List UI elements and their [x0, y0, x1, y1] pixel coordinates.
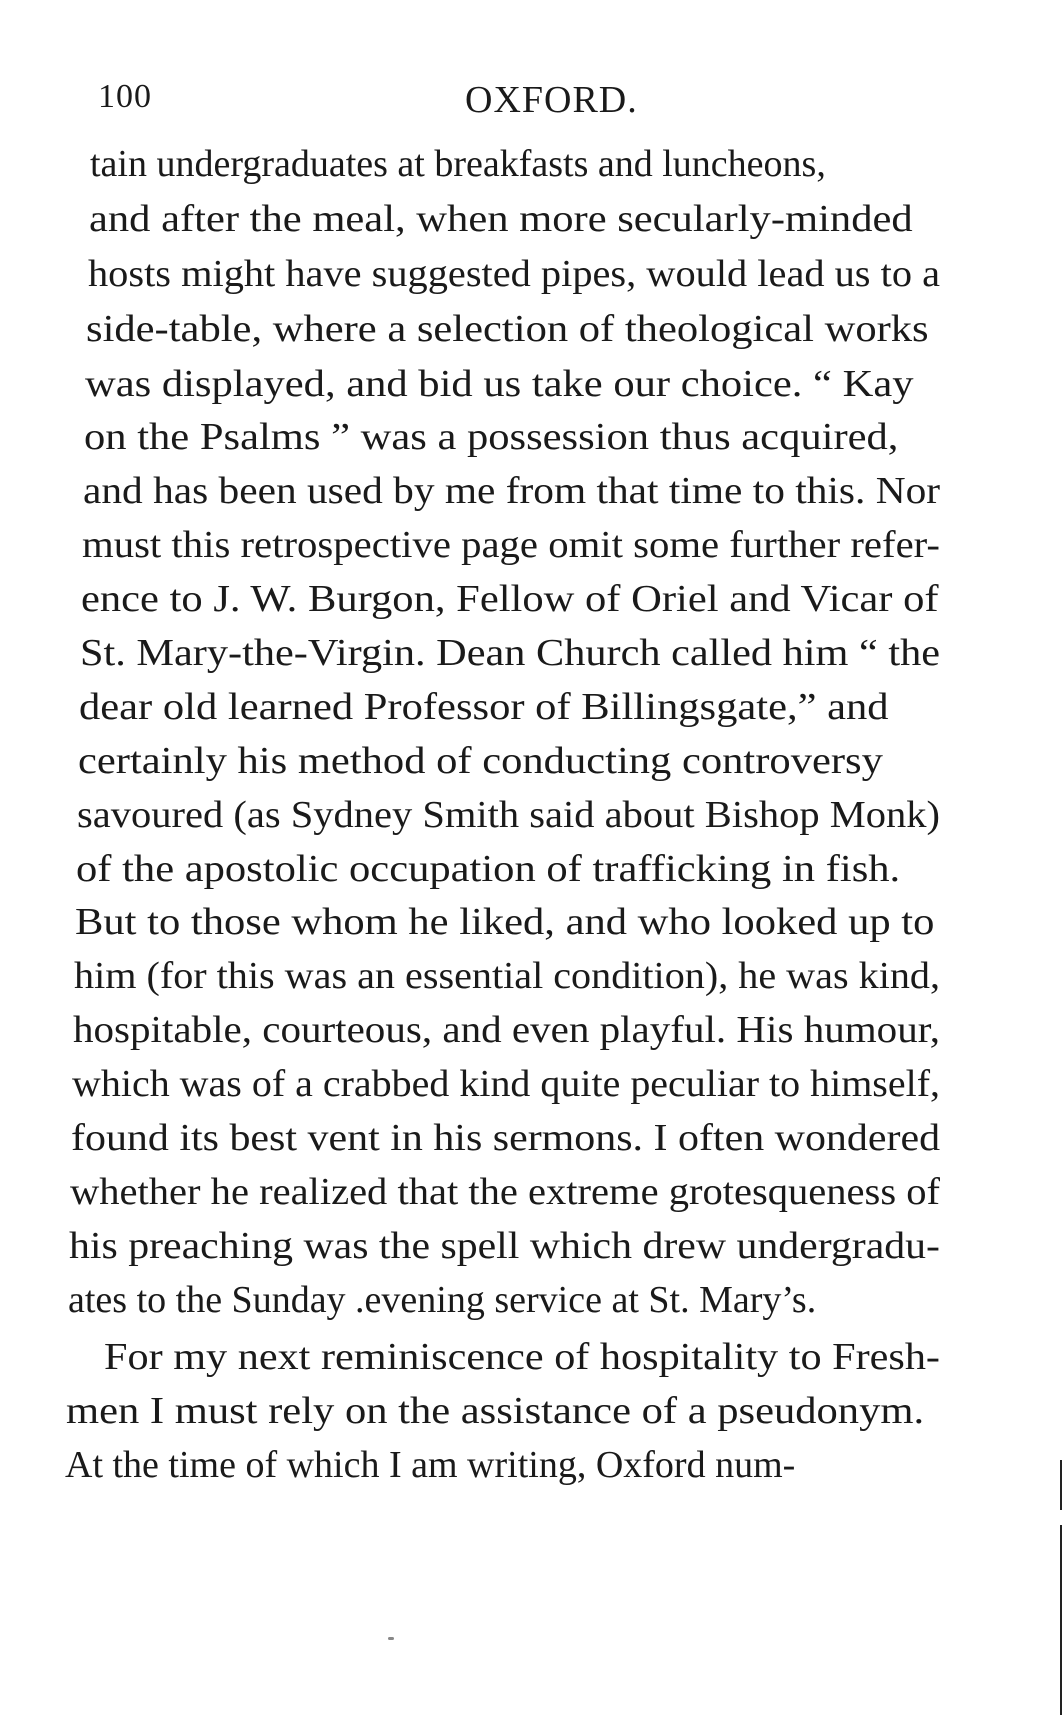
- text-line: savoured (as Sydney Smith said about Bishop Monk): [77, 794, 940, 836]
- text-line: and has been used by me from that time to this. Nor: [83, 470, 941, 512]
- text-line: of the apostolic occupation of trafficking in fish.: [76, 848, 901, 890]
- text-line: and after the meal, when more secularly-minded: [89, 198, 913, 240]
- text-line: his preaching was the spell which drew undergradu-: [69, 1225, 940, 1267]
- running-head: OXFORD.: [465, 79, 638, 121]
- text-line: was displayed, and bid us take our choice. “ Kay: [85, 363, 914, 405]
- text-line: which was of a crabbed kind quite peculiar to himself,: [72, 1063, 941, 1105]
- text-line: side-table, where a selection of theological works: [86, 308, 929, 350]
- text-line: certainly his method of conducting controversy: [78, 740, 883, 782]
- text-line: But to those whom he liked, and who looked up to: [75, 901, 935, 943]
- text-line: whether he realized that the extreme grotesqueness of: [70, 1171, 940, 1213]
- scan-edge-mark: [1060, 1525, 1062, 1715]
- page-header: [98, 78, 1018, 128]
- text-line: on the Psalms ” was a possession thus acquired,: [84, 416, 899, 458]
- text-line: found its best vent in his sermons. I often wondered: [71, 1117, 941, 1159]
- page-number: 100: [98, 78, 152, 115]
- text-line: hosts might have suggested pipes, would lead us to a: [88, 253, 941, 295]
- text-line: men I must rely on the assistance of a pseudonym.: [66, 1390, 925, 1432]
- text-line: ates to the Sunday .evening service at St. Mary’s.: [68, 1279, 817, 1321]
- text-line: dear old learned Professor of Billingsgate,” and: [79, 686, 889, 728]
- text-line: must this retrospective page omit some further refer-: [82, 524, 940, 566]
- text-line: ence to J. W. Burgon, Fellow of Oriel and Vicar of: [81, 578, 939, 620]
- text-line: At the time of which I am writing, Oxford num-: [65, 1444, 796, 1486]
- scan-edge-mark: [1060, 1460, 1062, 1510]
- text-line: hospitable, courteous, and even playful. His humour,: [73, 1009, 941, 1051]
- text-line: him (for this was an essential condition), he was kind,: [74, 955, 941, 997]
- text-line: For my next reminiscence of hospitality to Fresh-: [104, 1336, 940, 1378]
- scan-speck: [388, 1637, 394, 1640]
- text-line: tain undergraduates at breakfasts and luncheons,: [90, 143, 826, 185]
- text-line: St. Mary-the-Virgin. Dean Church called him “ the: [80, 632, 941, 674]
